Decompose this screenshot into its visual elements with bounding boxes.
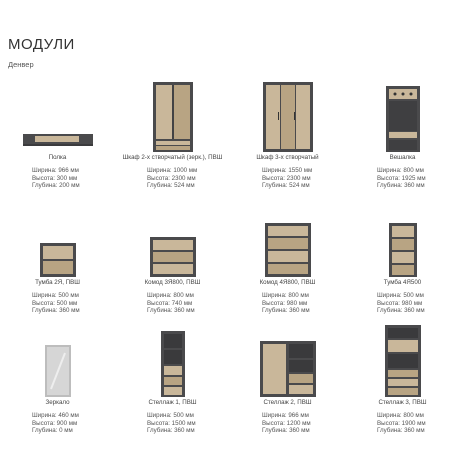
product-name: Стеллаж 1, ПВШ: [148, 399, 197, 406]
spec-depth: Глубина: 360 мм: [147, 427, 195, 435]
spec-depth: Глубина: 524 мм: [147, 182, 195, 190]
spec-height: Высота: 1925 мм: [377, 174, 426, 182]
spec-height: Высота: 1200 мм: [262, 419, 311, 427]
spec-width: Ширина: 500 мм: [377, 292, 424, 299]
spec-depth: Глубина: 360 мм: [377, 307, 425, 315]
spec-depth: Глубина: 524 мм: [262, 182, 310, 190]
product-name: Стеллаж 3, ПВШ: [378, 399, 427, 406]
nightstand-icon: [40, 243, 76, 277]
spec-depth: Глубина: 0 мм: [32, 427, 73, 435]
product-card-chest-3[interactable]: [115, 199, 230, 319]
product-card-wardrobe-2[interactable]: [115, 74, 230, 194]
product-name: Вешалка: [389, 154, 416, 161]
spec-depth: Глубина: 200 мм: [32, 182, 80, 190]
shelf-icon: [23, 102, 93, 152]
product-name: Зеркало: [45, 399, 70, 406]
spec-height: Высота: 980 мм: [262, 299, 308, 307]
spec-width: Ширина: 500 мм: [32, 292, 79, 299]
product-name: Тумба 2Я, ПВШ: [35, 279, 80, 286]
product-specs: [377, 167, 426, 190]
product-name: Тумба 4Я500: [383, 279, 422, 286]
product-specs: [262, 292, 310, 315]
product-card-hanger[interactable]: [345, 74, 460, 194]
product-specs: [147, 292, 195, 315]
spec-width: Ширина: 500 мм: [147, 412, 194, 419]
spec-width: Ширина: 460 мм: [32, 412, 79, 419]
product-name: Комод 4Я800, ПВШ: [259, 279, 316, 286]
product-card-tall-drawer-unit[interactable]: [345, 199, 460, 319]
spec-depth: Глубина: 360 мм: [262, 307, 310, 315]
mirror-icon: [45, 345, 71, 397]
spec-height: Высота: 2300 мм: [262, 174, 311, 182]
spec-width: Ширина: 1000 мм: [147, 167, 198, 174]
product-card-rack-2[interactable]: [230, 319, 345, 439]
spec-width: Ширина: 1550 мм: [262, 167, 313, 174]
product-specs: [377, 292, 425, 315]
product-grid: [0, 74, 460, 460]
product-card-shelf[interactable]: [0, 74, 115, 194]
product-specs: [147, 412, 196, 435]
product-name: Стеллаж 2, ПВШ: [263, 399, 312, 406]
spec-depth: Глубина: 360 мм: [262, 427, 310, 435]
product-specs: [262, 412, 311, 435]
spec-width: Ширина: 800 мм: [262, 292, 309, 299]
chest-4-drawer-icon: [265, 223, 311, 277]
product-card-wardrobe-3[interactable]: [230, 74, 345, 194]
product-card-rack-3[interactable]: [345, 319, 460, 439]
product-card-chest-4[interactable]: [230, 199, 345, 319]
spec-width: Ширина: 800 мм: [377, 167, 424, 174]
product-specs: [32, 167, 80, 190]
rack-3-icon: [385, 325, 421, 397]
spec-height: Высота: 300 мм: [32, 174, 78, 182]
product-specs: [377, 412, 426, 435]
spec-width: Ширина: 800 мм: [377, 412, 424, 419]
spec-depth: Глубина: 360 мм: [377, 427, 425, 435]
spec-height: Высота: 900 мм: [32, 419, 78, 427]
product-specs: [147, 167, 197, 190]
spec-depth: Глубина: 360 мм: [377, 182, 425, 190]
spec-height: Высота: 500 мм: [32, 299, 78, 307]
rack-1-icon: [161, 331, 185, 397]
spec-width: Ширина: 966 мм: [262, 412, 309, 419]
chest-3-drawer-icon: [150, 237, 196, 277]
collection-name: Денвер: [8, 60, 34, 69]
spec-width: Ширина: 800 мм: [147, 292, 194, 299]
spec-depth: Глубина: 360 мм: [147, 307, 195, 315]
spec-height: Высота: 740 мм: [147, 299, 193, 307]
product-name: Полка: [48, 154, 67, 161]
product-specs: [32, 412, 79, 435]
product-card-mirror[interactable]: [0, 319, 115, 439]
product-card-nightstand[interactable]: [0, 199, 115, 319]
rack-2-icon: [260, 341, 316, 397]
page-title: МОДУЛИ: [8, 36, 75, 53]
tall-drawer-unit-icon: [389, 223, 417, 277]
product-name: Шкаф 3-х створчатый: [256, 154, 319, 161]
product-name: Комод 3Я800, ПВШ: [144, 279, 201, 286]
product-card-rack-1[interactable]: [115, 319, 230, 439]
spec-height: Высота: 1900 мм: [377, 419, 426, 427]
spec-width: Ширина: 966 мм: [32, 167, 79, 174]
wardrobe-2-door-icon: [153, 82, 193, 152]
spec-depth: Глубина: 360 мм: [32, 307, 80, 315]
wardrobe-3-door-icon: [263, 82, 313, 152]
spec-height: Высота: 980 мм: [377, 299, 423, 307]
product-specs: [262, 167, 312, 190]
product-specs: [32, 292, 80, 315]
spec-height: Высота: 1500 мм: [147, 419, 196, 427]
spec-height: Высота: 2300 мм: [147, 174, 196, 182]
hallway-hanger-icon: [386, 86, 420, 152]
product-name: Шкаф 2-х створчатый (зерк.), ПВШ: [122, 154, 223, 161]
